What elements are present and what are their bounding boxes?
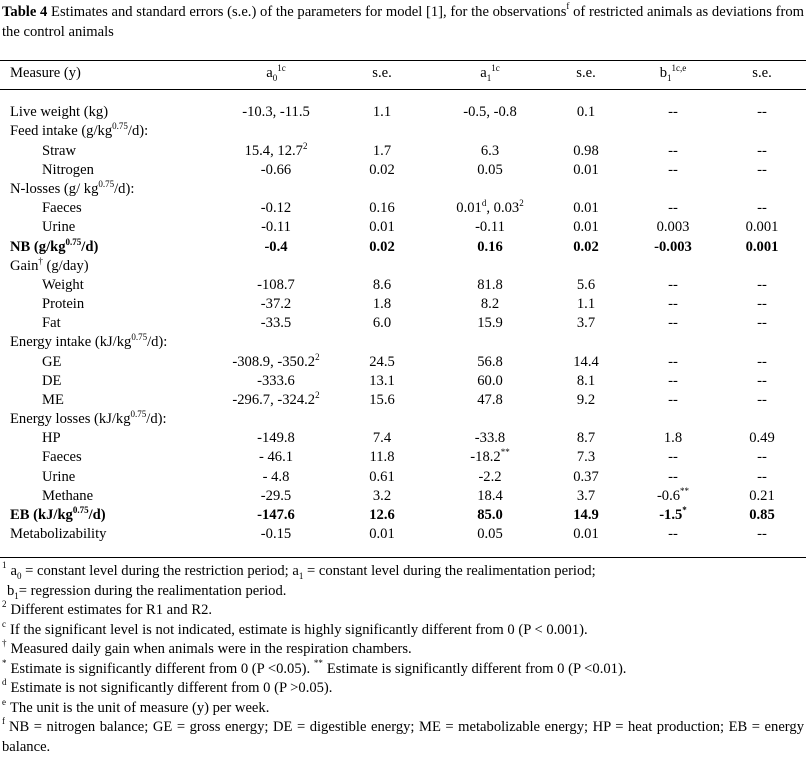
cell-se2: 0.37 [573, 469, 599, 485]
cell-a0: -29.5 [260, 488, 292, 504]
cell-se3: -- [757, 526, 767, 542]
cell-se1: 7.4 [372, 430, 392, 446]
cell-se3: -- [757, 315, 767, 331]
cell-a0: -37.2 [260, 296, 292, 312]
cell-a1: -18.2** [470, 447, 510, 465]
cell-se3: 0.49 [749, 430, 775, 446]
cell-se3: -- [757, 469, 767, 485]
cell-b1: -1.5* [659, 505, 687, 523]
cell-se3: -- [757, 373, 767, 389]
row-label: Feed intake $(g/kg^{0.75}/d)$: [10, 121, 149, 139]
cell-a0: -0.15 [260, 526, 292, 542]
cell-se2: 8.1 [576, 373, 596, 389]
table-row-methane [0, 487, 806, 506]
row-label: Fat [42, 315, 61, 331]
table-row-energy-losses [0, 410, 806, 429]
row-label: Straw [42, 143, 77, 159]
cell-se2: 0.01 [573, 200, 599, 216]
row-label: Protein [42, 296, 85, 312]
cell-se1: 0.16 [369, 200, 395, 216]
row-label: Gain† (g/day) [10, 256, 89, 274]
table-label: Table 4 [2, 4, 48, 20]
cell-se3: -- [757, 162, 767, 178]
cell-se2: 8.7 [576, 430, 596, 446]
cell-se3: 0.001 [745, 219, 779, 235]
footnote-e: $^e$ The unit is the unit of measure (y) per week. [2, 696, 270, 716]
cell-se2: 7.3 [576, 449, 596, 465]
footnote-d: $^d$ Estimate is not significantly different from 0 (P >0.05). [2, 677, 333, 696]
table-row-gain [0, 257, 806, 276]
row-label: Urine [42, 469, 76, 485]
cell-a0: -308.9, -350.2$^2$ [232, 352, 320, 370]
cell-b1: -- [668, 469, 678, 485]
footnote-asterisk: * Estimate is significantly different from 0 (P <0.05). ** Estimate is significantly different from 0 (P <0.01). [2, 657, 627, 677]
table-caption [2, 2, 804, 42]
cell-b1: -- [668, 104, 678, 120]
cell-se1: 13.1 [369, 373, 395, 389]
cell-a1: -2.2 [478, 469, 502, 485]
cell-se3: -- [757, 277, 767, 293]
cell-se1: 0.02 [369, 239, 395, 255]
cell-a0: -33.5 [260, 315, 292, 331]
cell-b1: -- [668, 449, 678, 465]
cell-se2: 0.01 [573, 219, 599, 235]
cell-a1: 18.4 [477, 488, 503, 504]
row-label: Energy losses $(kJ/kg^{0.75}/d)$: [10, 409, 167, 427]
row-label: NB $(g/kg^{0.75}/d)$ [10, 237, 99, 255]
table-row-e-urine [0, 468, 806, 487]
cell-a0: 15.4, 12.7$^2$ [244, 141, 308, 159]
table-row-straw [0, 142, 806, 161]
cell-se1: 8.6 [372, 277, 392, 293]
cell-a0: -147.6 [257, 507, 295, 523]
cell-se3: 0.21 [749, 488, 775, 504]
footnote-f: $^f$ NB = nitrogen balance; GE = gross energy; DE = digestible energy; ME = metabolizable energy; HP = heat production; EB = energy balance. [2, 716, 804, 755]
cell-se2: 0.01 [573, 162, 599, 178]
cell-a1: -33.8 [474, 430, 506, 446]
cell-se2: 14.4 [573, 354, 599, 370]
cell-se2: 3.7 [576, 488, 596, 504]
cell-se1: 0.01 [369, 526, 395, 542]
header-se-2: s.e. [576, 65, 596, 81]
row-label: ME [42, 392, 64, 408]
caption-text-end: of restricted animals as deviations from the control animals [2, 4, 804, 40]
cell-a1: 0.05 [477, 162, 503, 178]
cell-a0: -0.66 [260, 162, 292, 178]
cell-b1: -- [668, 200, 678, 216]
table-row-n-faeces [0, 199, 806, 218]
header-a1: $a_1^{1c}$ [480, 63, 500, 83]
table-row-live-weight [0, 103, 806, 122]
table-row-protein [0, 295, 806, 314]
cell-se2: 9.2 [576, 392, 596, 408]
table-row-me [0, 391, 806, 410]
cell-a1: 81.8 [477, 277, 503, 293]
footnote-1: $^1$ $a_0$ = constant level during the restriction period; $a_1$ = constant level during the realimentation period; $b_1=$ regression during the realimentation period. [2, 560, 596, 601]
footnote-2: $^2$ Different estimates for R1 and R2. [2, 599, 213, 618]
row-label: Faeces [42, 449, 82, 465]
cell-a0: - 4.8 [262, 469, 290, 485]
table-row-ge [0, 353, 806, 372]
row-label: Energy intake $(kJ/kg^{0.75}/d)$: [10, 332, 168, 350]
cell-b1: -- [668, 392, 678, 408]
cell-se3: -- [757, 296, 767, 312]
cell-b1: -- [668, 526, 678, 542]
cell-se1: 11.8 [369, 449, 395, 465]
cell-se3: -- [757, 143, 767, 159]
cell-a1: 85.0 [477, 507, 503, 523]
cell-b1: -- [668, 373, 678, 389]
cell-se3: 0.85 [749, 507, 775, 523]
cell-a1: 47.8 [477, 392, 503, 408]
table-row-nitrogen [0, 161, 806, 180]
cell-a0: - 46.1 [258, 449, 294, 465]
table-row-nb [0, 238, 806, 257]
row-label: Metabolizability [10, 526, 107, 542]
cell-a1: 6.3 [480, 143, 500, 159]
cell-a0: -10.3, -11.5 [242, 104, 310, 120]
cell-se1: 0.61 [369, 469, 395, 485]
header-se-1: s.e. [372, 65, 392, 81]
cell-b1: -- [668, 162, 678, 178]
table-row-n-losses [0, 180, 806, 199]
row-label: EB $(kJ/kg^{0.75}/d)$ [10, 505, 106, 523]
cell-a1: -0.5, -0.8 [463, 104, 517, 120]
cell-se1: 0.02 [369, 162, 395, 178]
cell-se1: 12.6 [369, 507, 395, 523]
cell-se3: -- [757, 200, 767, 216]
cell-a0: -333.6 [257, 373, 295, 389]
row-label: N-losses (g/ $kg^{0.75}/d$): [10, 179, 135, 197]
row-label: HP [42, 430, 61, 446]
table-footnotes [2, 562, 804, 757]
header-b1: $b_1^{1c,e}$ [659, 63, 687, 83]
table-row-weight [0, 276, 806, 295]
cell-se3: 0.001 [745, 239, 779, 255]
cell-se2: 1.1 [576, 296, 596, 312]
cell-se2: 5.6 [576, 277, 596, 293]
table-row-hp [0, 429, 806, 448]
caption-footnote-mark: f [566, 1, 570, 12]
cell-a0: -108.7 [257, 277, 295, 293]
cell-se2: 3.7 [576, 315, 596, 331]
cell-a0: -149.8 [257, 430, 295, 446]
cell-se2: 0.1 [576, 104, 596, 120]
table-row-de [0, 372, 806, 391]
table-row-energy-intake [0, 333, 806, 352]
cell-a1: 15.9 [477, 315, 503, 331]
cell-a1: -0.11 [475, 219, 505, 235]
cell-a0: -0.4 [264, 239, 288, 255]
caption-text: Estimates and standard errors (s.e.) of the parameters for model [1], for the observations [51, 4, 567, 20]
cell-b1: 0.003 [656, 219, 690, 235]
cell-a0: -296.7, -324.2$^2$ [232, 390, 320, 408]
footnote-c: $^c$ If the significant level is not indicated, estimate is highly significantly different from 0 (P < 0.001). [2, 618, 588, 638]
cell-b1: -- [668, 296, 678, 312]
cell-se2: 0.02 [573, 239, 599, 255]
row-label: Live weight (kg) [10, 104, 109, 120]
header-se-3: s.e. [752, 65, 772, 81]
cell-se1: 1.7 [372, 143, 392, 159]
row-label: GE [42, 354, 62, 370]
row-label: Methane [42, 488, 94, 504]
cell-b1: -- [668, 277, 678, 293]
cell-se1: 24.5 [369, 354, 395, 370]
cell-se2: 0.01 [573, 526, 599, 542]
cell-a1: 0.16 [477, 239, 503, 255]
table-row-n-urine [0, 218, 806, 237]
table-row-eb [0, 506, 806, 525]
cell-se3: -- [757, 104, 767, 120]
header-rule [0, 89, 806, 90]
bottom-rule [0, 557, 806, 558]
cell-b1: -0.6** [656, 486, 690, 504]
cell-a1: 8.2 [480, 296, 500, 312]
cell-se1: 1.1 [372, 104, 392, 120]
table-row-metabolizability [0, 525, 806, 544]
cell-se1: 3.2 [372, 488, 392, 504]
cell-se1: 0.01 [369, 219, 395, 235]
cell-se1: 15.6 [369, 392, 395, 408]
row-label: Faeces [42, 200, 82, 216]
footnote-dagger: † Measured daily gain when animals were in the respiration chambers. [2, 638, 412, 657]
cell-se3: -- [757, 392, 767, 408]
cell-b1: -0.003 [654, 239, 692, 255]
cell-a1: 0.01$^d$, 0.03$^2$ [456, 198, 524, 216]
header-measure: Measure (y) [10, 65, 81, 81]
cell-se2: 14.9 [573, 507, 599, 523]
header-row [0, 64, 806, 83]
cell-se3: -- [757, 354, 767, 370]
cell-a0: -0.11 [261, 219, 291, 235]
top-rule [0, 60, 806, 61]
row-label: Weight [42, 277, 84, 293]
row-label: Urine [42, 219, 76, 235]
cell-b1: -- [668, 143, 678, 159]
table-row-e-faeces [0, 448, 806, 467]
cell-se2: 0.98 [573, 143, 599, 159]
cell-a1: 56.8 [477, 354, 503, 370]
row-label: Nitrogen [42, 162, 94, 178]
cell-se1: 1.8 [372, 296, 392, 312]
cell-b1: 1.8 [663, 430, 683, 446]
cell-a1: 0.05 [477, 526, 503, 542]
cell-b1: -- [668, 315, 678, 331]
table-row-feed-intake [0, 122, 806, 141]
cell-b1: -- [668, 354, 678, 370]
cell-se3: -- [757, 449, 767, 465]
header-a0: $a_0^{1c}$ [266, 63, 286, 83]
cell-a0: -0.12 [260, 200, 292, 216]
row-label: DE [42, 373, 62, 389]
cell-a1: 60.0 [477, 373, 503, 389]
cell-se1: 6.0 [372, 315, 392, 331]
table-row-fat [0, 314, 806, 333]
